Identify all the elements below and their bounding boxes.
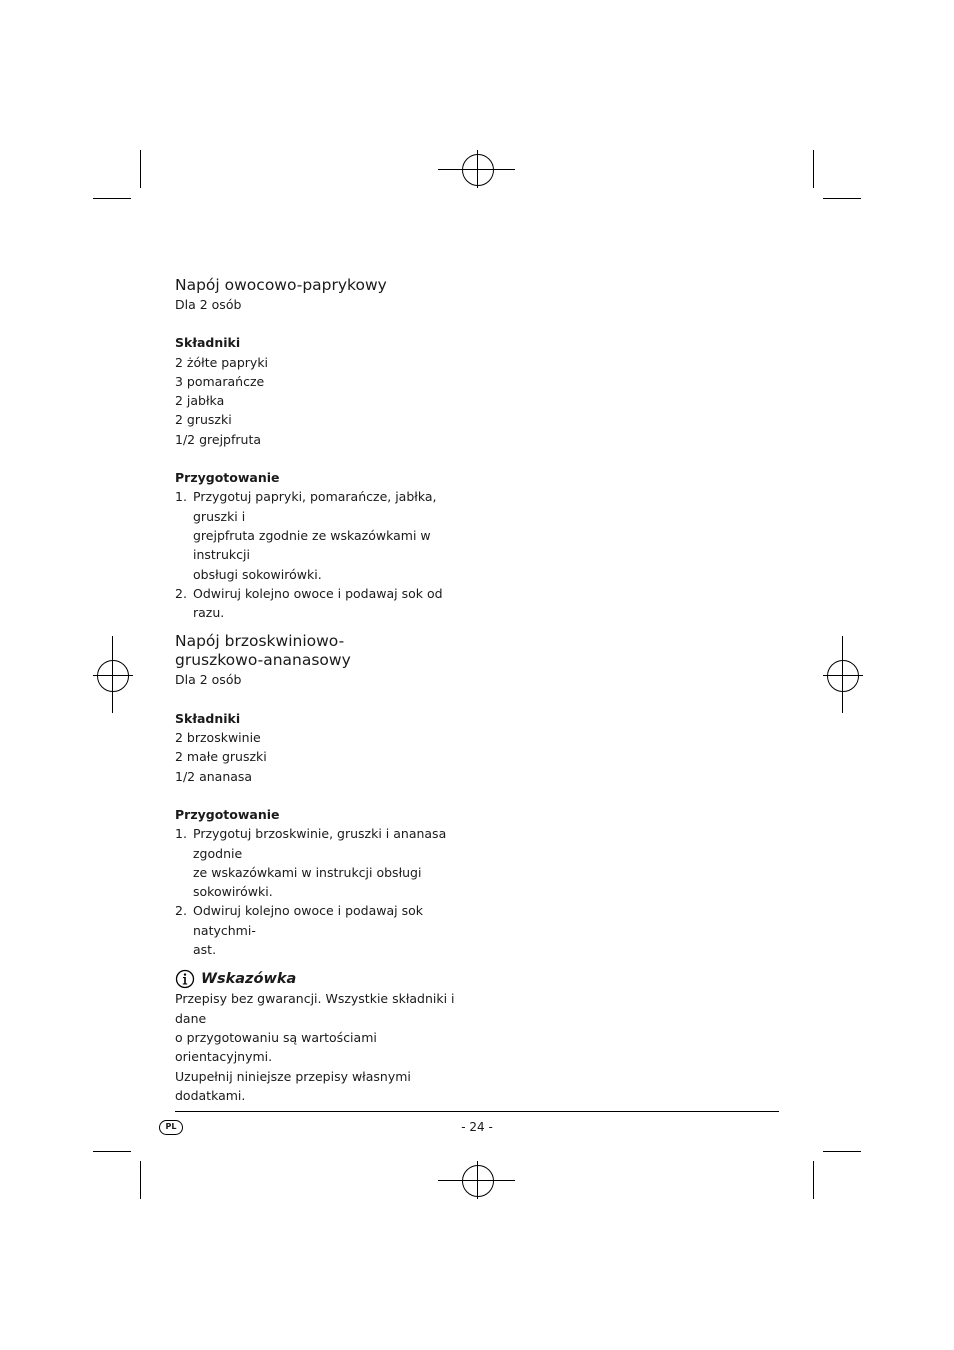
servings: Dla 2 osób	[175, 297, 242, 312]
step-number: 2.	[175, 903, 187, 919]
preparation-steps	[175, 824, 475, 959]
step-number: 2.	[175, 585, 187, 601]
recipe-fruit-pepper	[175, 276, 475, 622]
servings: Dla 2 osób	[175, 672, 242, 688]
crop-mark	[813, 1161, 814, 1199]
step-number: 1.	[175, 826, 187, 842]
footer-rule	[175, 1111, 779, 1112]
step-line: Odwiruj kolejno owoce i podawaj sok od razu.	[193, 585, 443, 621]
ingredient-item: 2 jabłka	[175, 393, 225, 409]
crop-mark	[823, 1151, 861, 1152]
ingredients-list	[175, 353, 475, 449]
ingredient-item: 2 brzoskwinie	[175, 730, 261, 746]
ingredients-list	[175, 728, 475, 786]
ingredient-item: 3 pomarańcze	[175, 373, 265, 389]
crop-mark	[813, 150, 814, 188]
step-line: Odwiruj kolejno owoce i podawaj sok natychmi-	[193, 903, 424, 938]
step-line: obsługi sokowirówki.	[193, 566, 322, 582]
preparation-heading: Przygotowanie	[175, 470, 280, 486]
crop-mark	[140, 150, 141, 188]
registration-circle	[827, 660, 859, 692]
note-heading	[175, 969, 475, 989]
step-line: Przygotuj papryki, pomarańcze, jabłka, gruszki i	[193, 489, 437, 524]
step-item	[175, 487, 475, 583]
step-number: 1.	[175, 489, 187, 505]
ingredient-item: 1/2 grejpfruta	[175, 431, 262, 447]
recipe-title-line: Napój brzoskwiniowo-	[175, 632, 345, 651]
step-item	[175, 584, 475, 623]
crop-mark	[93, 198, 131, 199]
note-line: Przepisy bez gwarancji. Wszystkie składniki i dane	[175, 991, 455, 1026]
preparation-steps	[175, 487, 475, 622]
crop-mark	[93, 1151, 131, 1152]
info-icon	[175, 969, 195, 989]
step-line: grejpfruta zgodnie ze wskazówkami w instrukcji	[193, 527, 431, 563]
registration-circle	[462, 1165, 494, 1197]
page-content	[175, 276, 475, 1105]
recipe-title: Napój owocowo-paprykowy	[175, 276, 387, 294]
recipe-title-line: gruszkowo-ananasowy	[175, 651, 351, 670]
crop-mark	[823, 198, 861, 199]
ingredient-item: 2 małe gruszki	[175, 749, 267, 765]
ingredient-item: 2 żółte papryki	[175, 354, 269, 370]
ingredients-heading: Składniki	[175, 335, 241, 351]
recipe-peach-pear-pineapple	[175, 632, 475, 959]
step-line: ast.	[193, 942, 217, 958]
language-badge: PL	[159, 1120, 183, 1135]
note-line: Uzupełnij niniejsze przepisy własnymi dodatkami.	[175, 1068, 411, 1103]
step-item	[175, 901, 475, 959]
recipe-title	[175, 632, 475, 670]
note-line: o przygotowaniu są wartościami orientacyjnymi.	[175, 1029, 377, 1065]
note-box	[175, 969, 475, 1105]
note-title: Wskazówka	[201, 971, 297, 988]
step-item	[175, 824, 475, 901]
registration-circle	[97, 660, 129, 692]
step-line: ze wskazówkami w instrukcji obsługi sokowirówki.	[193, 864, 422, 900]
ingredient-item: 2 gruszki	[175, 412, 232, 428]
step-line: Przygotuj brzoskwinie, gruszki i ananasa zgodnie	[193, 826, 447, 861]
preparation-heading: Przygotowanie	[175, 806, 280, 822]
page-number: - 24 -	[461, 1120, 493, 1134]
ingredient-item: 1/2 ananasa	[175, 768, 253, 784]
registration-circle	[462, 154, 494, 186]
ingredients-heading: Składniki	[175, 710, 241, 726]
crop-mark	[140, 1161, 141, 1199]
